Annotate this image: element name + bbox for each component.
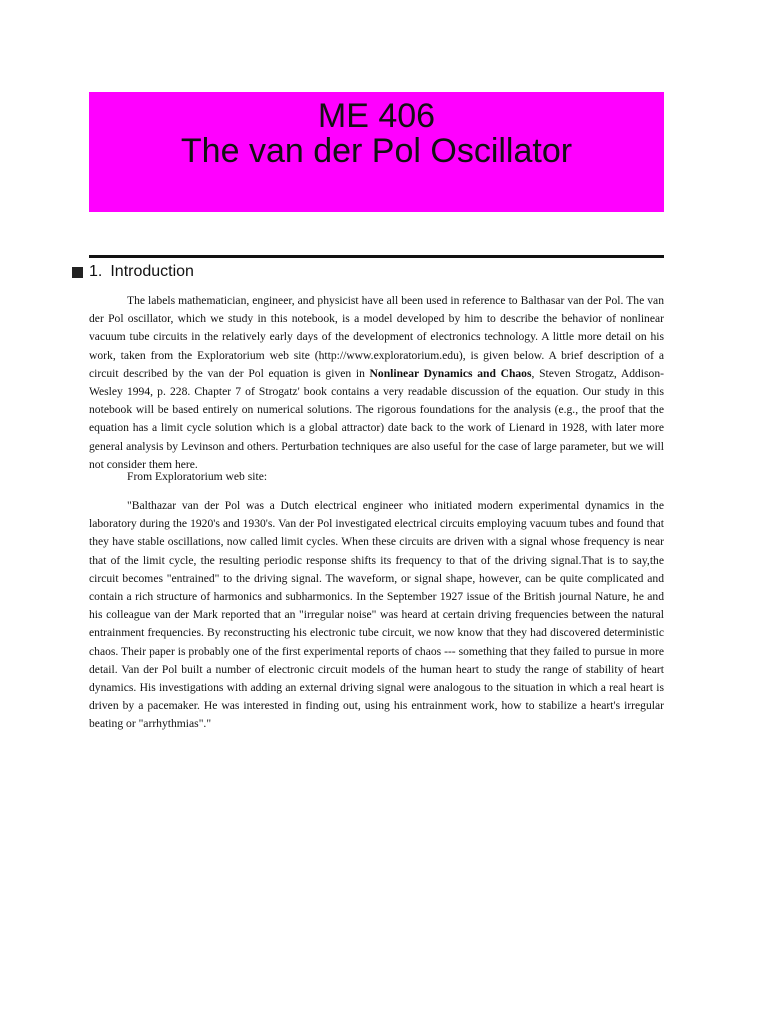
section-divider — [89, 255, 664, 258]
page-title: The van der Pol Oscillator — [180, 132, 573, 170]
section-heading[interactable] — [72, 262, 194, 282]
intro-text-part2: , Steven Strogatz, Addison-Wesley 1994, p. 228. Chapter 7 of Strogatz' book contains a very readable discussion of the equation. Our study in this notebook will be based entirely on numerical solutions. The rigorous foundations for the analysis (e.g., the proof that the equation has a limit cycle solution which is a global attractor) date back to the work of Lienard in 1928, with later more general analysis by Levinson and others. Perturbation techniques are also useful for the case of large parameter, but we will not consider them here. — [89, 366, 664, 471]
course-number: ME 406 — [317, 97, 436, 135]
quote-paragraph — [89, 497, 664, 734]
intro-text-part1: The labels mathematician, engineer, and physicist have all been used in reference to Balthasar van der Pol. The van der Pol oscillator, which we study in this notebook, is a model developed by him to describe the behavior of nonlinear vacuum tube circuits in the relatively early days of the development of electronics technology. A little more detail on his work, taken from the Exploratorium web site (http://www.exploratorium.edu), is given below. A brief description of a circuit described by the van der Pol equation is given in — [89, 294, 664, 380]
source-text: From Exploratorium web site: — [127, 470, 268, 483]
title-banner — [89, 92, 664, 212]
book-title: Nonlinear Dynamics and Chaos — [369, 366, 532, 380]
source-paragraph — [89, 468, 664, 486]
intro-paragraph — [89, 292, 664, 474]
section-number: 1. — [89, 263, 103, 280]
section-title: Introduction — [110, 263, 194, 280]
quote-text: "Balthazar van der Pol was a Dutch electrical engineer who initiated modern experimental dynamics in the laboratory during the 1920's and 1930's. Van der Pol investigated electrical circuits employing vacuum tubes and found that they have stable oscillations, now called limit cycles. When these circuits are driven with a signal whose frequency is near that of the limit cycle, the resulting periodic response shifts its frequency to that of the driving signal.That is to say,the circuit becomes "entrained" to the driving signal. The waveform, or signal shape, however, can be quite complicated and contain a rich structure of harmonics and subharmonics. In the September 1927 issue of the British journal Nature, he and his colleague van der Mark reported that an "irregular noise" was heard at certain driving frequencies between the natural entrainment frequencies. By reconstructing his electronic tube circuit, we now know that they had discovered deterministic chaos. Their paper is probably one of the first experimental reports of chaos --- something that they failed to pursue in more detail. Van der Pol built a number of electronic circuit models of the human heart to study the range of stability of heart dynamics. His investigations with adding an external driving signal were analogous to the situation in which a real heart is driven by a pacemaker. He was interested in finding out, using his entrainment work, how to stabilize a heart's irregular beating or "arrhythmias"." — [89, 499, 664, 731]
square-bullet-icon — [72, 267, 83, 278]
